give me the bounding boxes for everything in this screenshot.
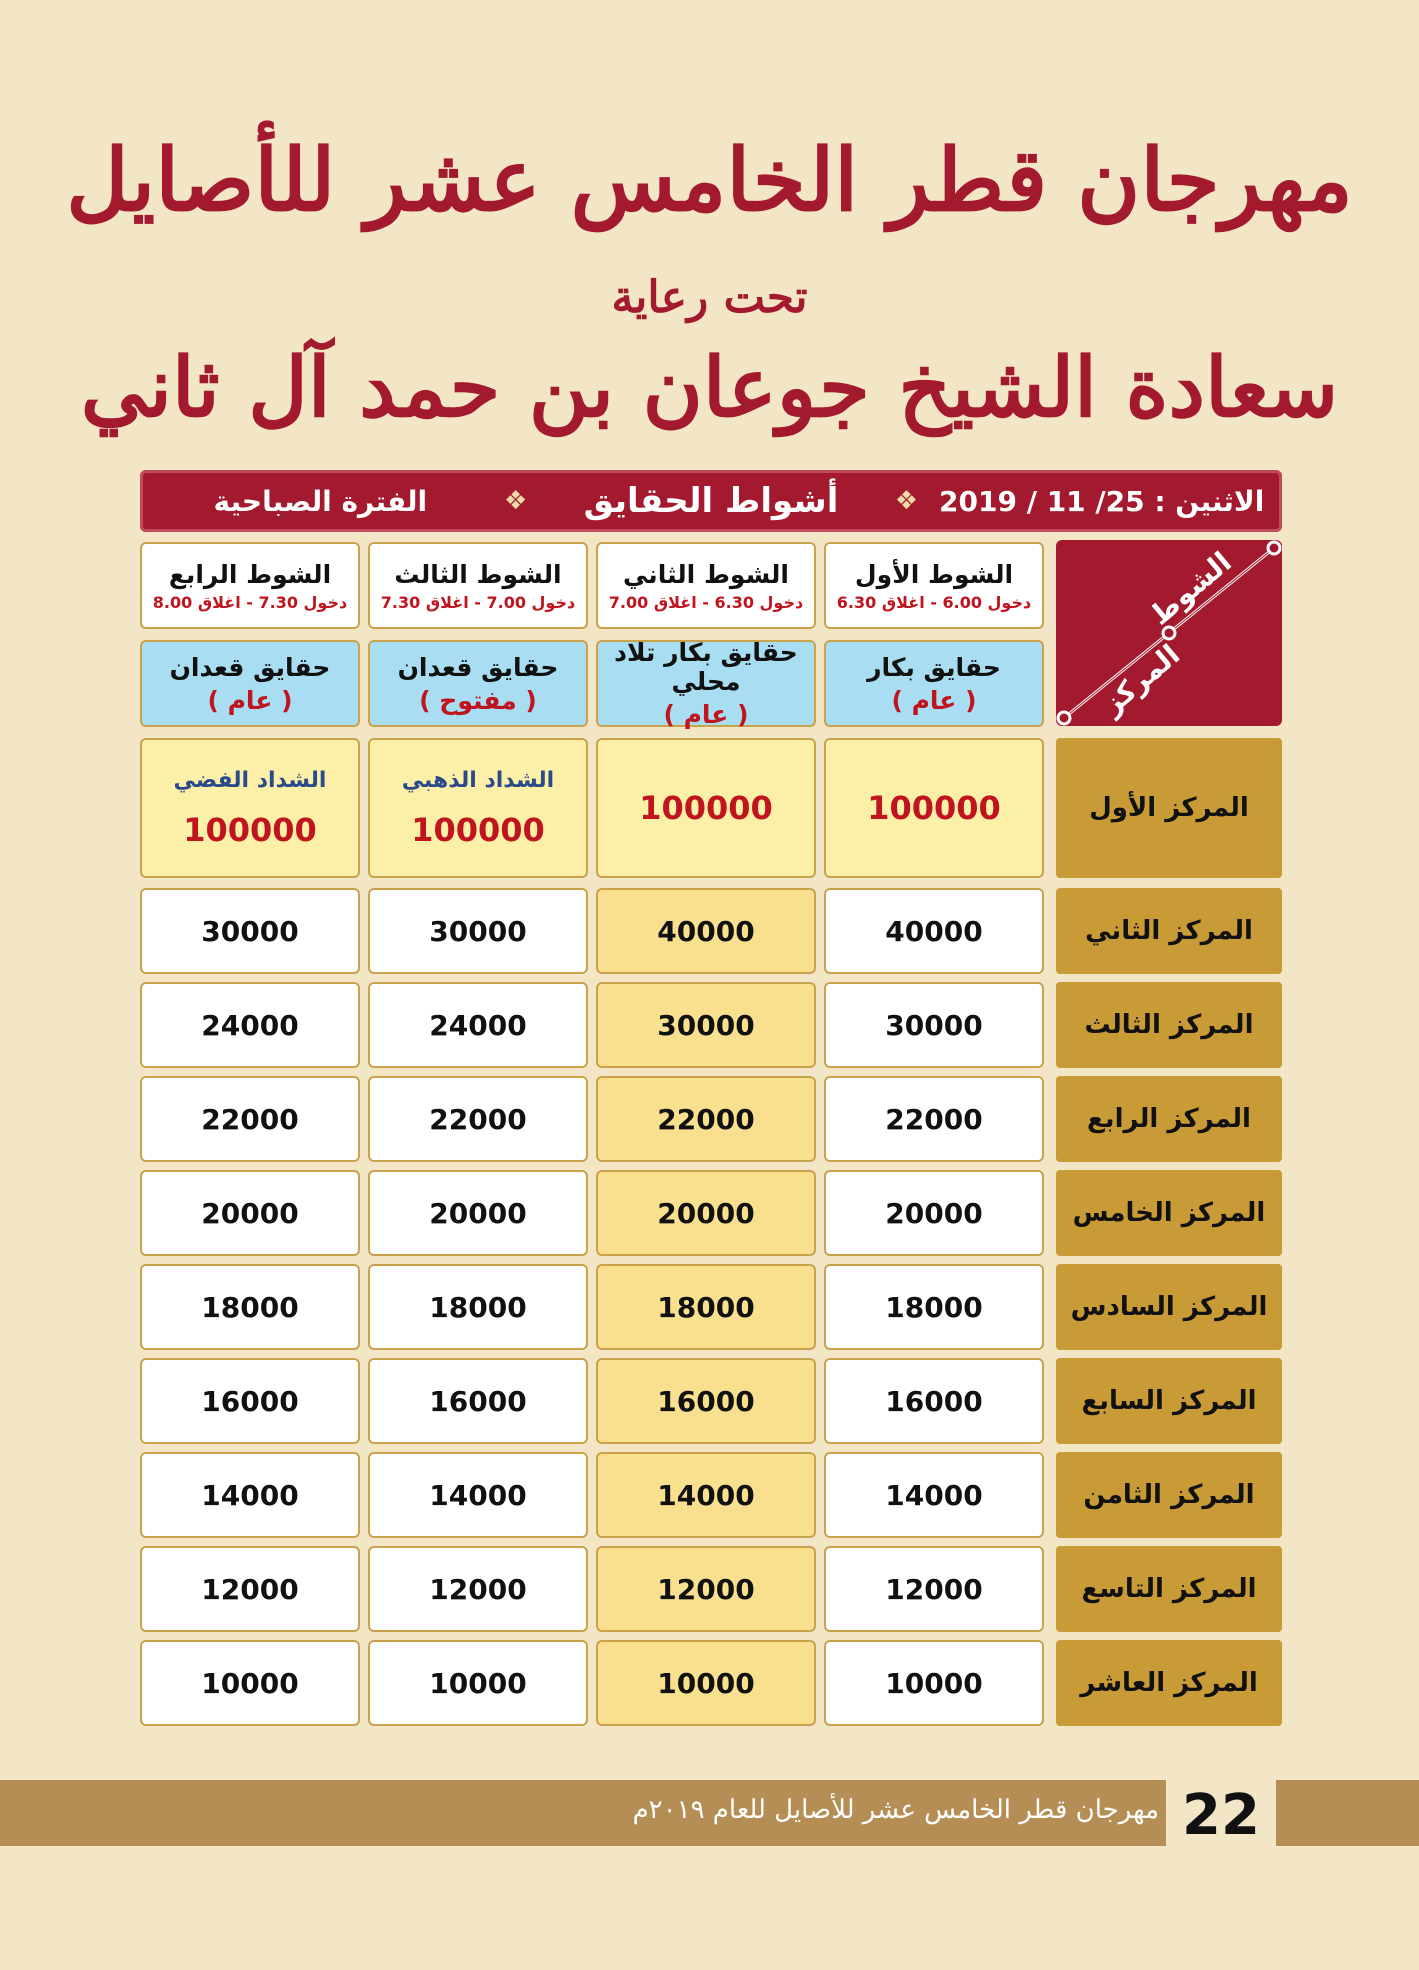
corner-shawt-label: الشوط [1143, 545, 1238, 632]
prize-cell: 18000 [596, 1264, 816, 1350]
rank-label: المركز الخامس [1056, 1170, 1282, 1256]
prize-cell: 12000 [368, 1546, 588, 1632]
race-name: الشوط الثالث [394, 559, 562, 589]
prize-cell [824, 738, 1044, 878]
prize-cell: 20000 [824, 1170, 1044, 1256]
race-name: الشوط الأول [854, 559, 1014, 589]
prize-title: الشداد الذهبي [401, 767, 555, 793]
prize-cell: 10000 [368, 1640, 588, 1726]
prize-cell: 14000 [824, 1452, 1044, 1538]
prize-cell: 16000 [368, 1358, 588, 1444]
banner-date: الاثنين : 25/ 11 / 2019 [939, 484, 1265, 518]
banner-event: أشواط الحقايق [583, 481, 839, 521]
rank-label: المركز السادس [1056, 1264, 1282, 1350]
prize-cell: 22000 [824, 1076, 1044, 1162]
ornament-icon: ❖ [504, 486, 528, 516]
footer-text: مهرجان قطر الخامس عشر للأصايل للعام ٢٠١٩م [632, 1795, 1159, 1825]
race-time: دخول 6.30 - اغلاق 7.00 [608, 592, 804, 612]
under-patronage: تحت رعاية [611, 272, 808, 323]
category-type: ( عام ) [891, 685, 977, 715]
banner-period: الفترة الصباحية [213, 484, 428, 518]
prize-cell: 14000 [596, 1452, 816, 1538]
prize-cell: 22000 [368, 1076, 588, 1162]
prize-cell: 30000 [368, 888, 588, 974]
rank-label: المركز الأول [1056, 738, 1282, 878]
prize-cell: 24000 [140, 982, 360, 1068]
rank-label: المركز الثاني [1056, 888, 1282, 974]
prize-cell: 10000 [596, 1640, 816, 1726]
prize-cell: 40000 [596, 888, 816, 974]
rank-label: المركز التاسع [1056, 1546, 1282, 1632]
category-name: حقايق قعدان [397, 652, 559, 682]
prize-cell: 18000 [140, 1264, 360, 1350]
rank-label: المركز الرابع [1056, 1076, 1282, 1162]
race-header-1 [824, 542, 1044, 629]
race-category-2 [596, 640, 816, 727]
patron-name: سعادة الشيخ جوعان بن حمد آل ثاني [80, 340, 1339, 436]
prize-amount: 100000 [867, 789, 1001, 827]
prize-cell: 12000 [824, 1546, 1044, 1632]
table-corner [1056, 540, 1282, 726]
race-header-3 [368, 542, 588, 629]
prize-cell: 14000 [368, 1452, 588, 1538]
race-header-4 [140, 542, 360, 629]
race-name: الشوط الرابع [168, 559, 332, 589]
prize-cell: 16000 [824, 1358, 1044, 1444]
prize-cell: 14000 [140, 1452, 360, 1538]
category-type: ( عام ) [663, 700, 749, 729]
prize-cell: 22000 [140, 1076, 360, 1162]
prize-cell: 20000 [368, 1170, 588, 1256]
prize-cell [140, 738, 360, 878]
prize-cell: 12000 [140, 1546, 360, 1632]
prize-cell: 24000 [368, 982, 588, 1068]
prize-cell: 20000 [596, 1170, 816, 1256]
prize-cell: 16000 [596, 1358, 816, 1444]
prize-cell: 30000 [140, 888, 360, 974]
race-name: الشوط الثاني [623, 559, 789, 589]
prize-cell: 10000 [824, 1640, 1044, 1726]
prize-cell: 30000 [824, 982, 1044, 1068]
prize-cell: 10000 [140, 1640, 360, 1726]
rank-label: المركز الثالث [1056, 982, 1282, 1068]
corner-rank-label: المركز [1095, 637, 1187, 722]
category-type: ( مفتوح ) [419, 685, 537, 715]
category-name: حقايق قعدان [169, 652, 331, 682]
prize-cell: 18000 [368, 1264, 588, 1350]
race-time: دخول 7.30 - اغلاق 8.00 [152, 592, 348, 612]
race-time: دخول 7.00 - اغلاق 7.30 [380, 592, 576, 612]
prize-cell: 12000 [596, 1546, 816, 1632]
prize-cell [368, 738, 588, 878]
prize-cell: 20000 [140, 1170, 360, 1256]
page-title: مهرجان قطر الخامس عشر للأصايل [66, 130, 1353, 231]
race-category-3 [368, 640, 588, 727]
rank-label: المركز السابع [1056, 1358, 1282, 1444]
prize-cell: 30000 [596, 982, 816, 1068]
prize-title: الشداد الفضي [173, 767, 327, 793]
category-type: ( عام ) [207, 685, 293, 715]
race-header-2 [596, 542, 816, 629]
category-name: حقايق بكار [867, 652, 1001, 682]
info-banner [140, 470, 1282, 532]
rank-label: المركز العاشر [1056, 1640, 1282, 1726]
prize-cell: 22000 [596, 1076, 816, 1162]
race-time: دخول 6.00 - اغلاق 6.30 [836, 592, 1032, 612]
category-name: حقايق بكار تلاد محلي [614, 638, 798, 696]
ornament-icon: ❖ [894, 486, 918, 516]
race-category-4 [140, 640, 360, 727]
prize-cell: 40000 [824, 888, 1044, 974]
rank-label: المركز الثامن [1056, 1452, 1282, 1538]
race-category-1 [824, 640, 1044, 727]
prize-amount: 100000 [411, 810, 545, 849]
prize-cell: 18000 [824, 1264, 1044, 1350]
prize-cell: 16000 [140, 1358, 360, 1444]
prize-amount: 100000 [639, 789, 773, 827]
page-number: 22 [1166, 1776, 1276, 1854]
prize-cell [596, 738, 816, 878]
prize-amount: 100000 [183, 810, 317, 849]
